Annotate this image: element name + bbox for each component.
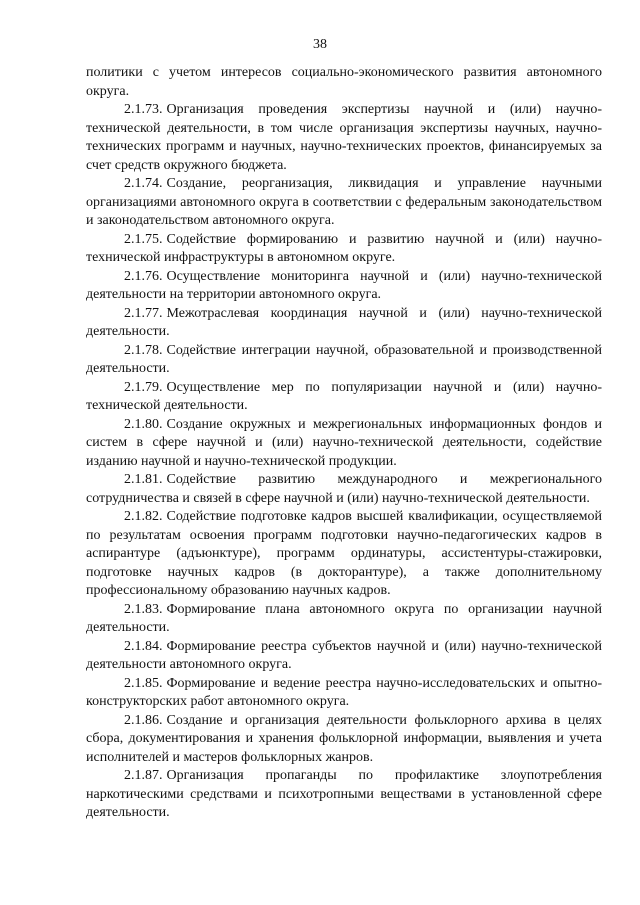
clause-number: 2.1.75. xyxy=(124,231,163,247)
clause-text: Создание и организация деятельности фольклорного архива в целях сбора, документирования и хранения фольклорной информации, выявления и учета исполнителей и мастеров фольклорных жанров. xyxy=(86,712,602,765)
clause-2-1-79 xyxy=(86,379,602,416)
clause-2-1-75 xyxy=(86,231,602,268)
clause-text: Создание окружных и межрегиональных информационных фондов и систем в сфере научной и (или) научно-технической деятельности, содействие изданию научной и научно-технической продукции. xyxy=(86,416,602,469)
clause-2-1-74 xyxy=(86,175,602,231)
clause-2-1-87 xyxy=(86,767,602,823)
clause-text: Формирование реестра субъектов научной и (или) научно-технической деятельности автономного округа. xyxy=(86,638,602,672)
clause-2-1-84 xyxy=(86,638,602,675)
paragraph-text: политики с учетом интересов социально-экономического развития автономного округа. xyxy=(86,65,602,99)
clause-text: Формирование и ведение реестра научно-исследовательских и опытно-конструкторских работ автономного округа. xyxy=(86,675,602,709)
clause-text: Создание, реорганизация, ликвидация и управление научными организациями автономного округа в соответствии с федеральным законодательством и законодательством автономного округа. xyxy=(86,176,602,228)
clause-2-1-77 xyxy=(86,305,602,342)
clause-number: 2.1.82. xyxy=(124,509,163,524)
clause-2-1-78 xyxy=(86,342,602,379)
clause-text: Содействие подготовке кадров высшей квалификации, осуществляемой по результатам освоения программ подготовки научно-педагогических кадров в аспирантуре (адъюнктуре), программ ординатуры, ассистентуры-стажировки, подготовке научных кадров (в докторантуре), а также дополнительному профессиональному образованию научных кадров. xyxy=(86,509,602,598)
clause-text: Формирование плана автономного округа по организации научной деятельности. xyxy=(86,601,602,635)
clause-text: Содействие развитию международного и межрегионального сотрудничества и связей в сфере научной и (или) научно-технической деятельности. xyxy=(86,472,602,506)
clause-2-1-81 xyxy=(86,471,602,508)
clause-2-1-83 xyxy=(86,601,602,638)
clause-number: 2.1.87. xyxy=(124,768,163,783)
clause-text: Организация проведения экспертизы научной и (или) научно-технической деятельности, в том числе организация экспертизы научных, научно-технических программ и научных, научно-технических проектов, финансируемых за счет средств окружного бюджета. xyxy=(86,102,602,173)
clause-number: 2.1.80. xyxy=(124,416,163,432)
clause-text: Осуществление мер по популяризации научной и (или) научно-технической деятельности. xyxy=(86,379,602,413)
clause-number: 2.1.79. xyxy=(124,379,163,395)
clause-number: 2.1.78. xyxy=(124,342,163,358)
clause-number: 2.1.85. xyxy=(124,675,163,691)
clause-text: Осуществление мониторинга научной и (или) научно-технической деятельности на территории автономного округа. xyxy=(86,268,602,302)
clause-number: 2.1.76. xyxy=(124,268,163,284)
paragraph-continuation xyxy=(86,64,602,101)
clause-number: 2.1.84. xyxy=(124,638,163,654)
clause-number: 2.1.81. xyxy=(124,472,163,487)
clause-text: Содействие интеграции научной, образовательной и производственной деятельности. xyxy=(86,342,602,376)
page-number: 38 xyxy=(313,37,327,52)
clause-2-1-82 xyxy=(86,508,602,601)
clause-number: 2.1.86. xyxy=(124,712,163,728)
clause-number: 2.1.74. xyxy=(124,176,163,191)
clause-text: Содействие формированию и развитию научной и (или) научно-технической инфраструктуры в автономном округе. xyxy=(86,231,602,265)
clause-number: 2.1.77. xyxy=(124,305,163,321)
clause-text: Межотраслевая координация научной и (или) научно-технической деятельности. xyxy=(86,305,602,339)
clause-number: 2.1.73. xyxy=(124,102,163,117)
clause-2-1-85 xyxy=(86,675,602,712)
document-body xyxy=(86,64,602,823)
clause-2-1-73 xyxy=(86,101,602,175)
clause-2-1-76 xyxy=(86,268,602,305)
clause-text: Организация пропаганды по профилактике злоупотребления наркотическими средствами и психотропными веществами в установленной сфере деятельности. xyxy=(86,768,602,820)
clause-2-1-80 xyxy=(86,416,602,472)
clause-number: 2.1.83. xyxy=(124,601,163,617)
clause-2-1-86 xyxy=(86,712,602,768)
